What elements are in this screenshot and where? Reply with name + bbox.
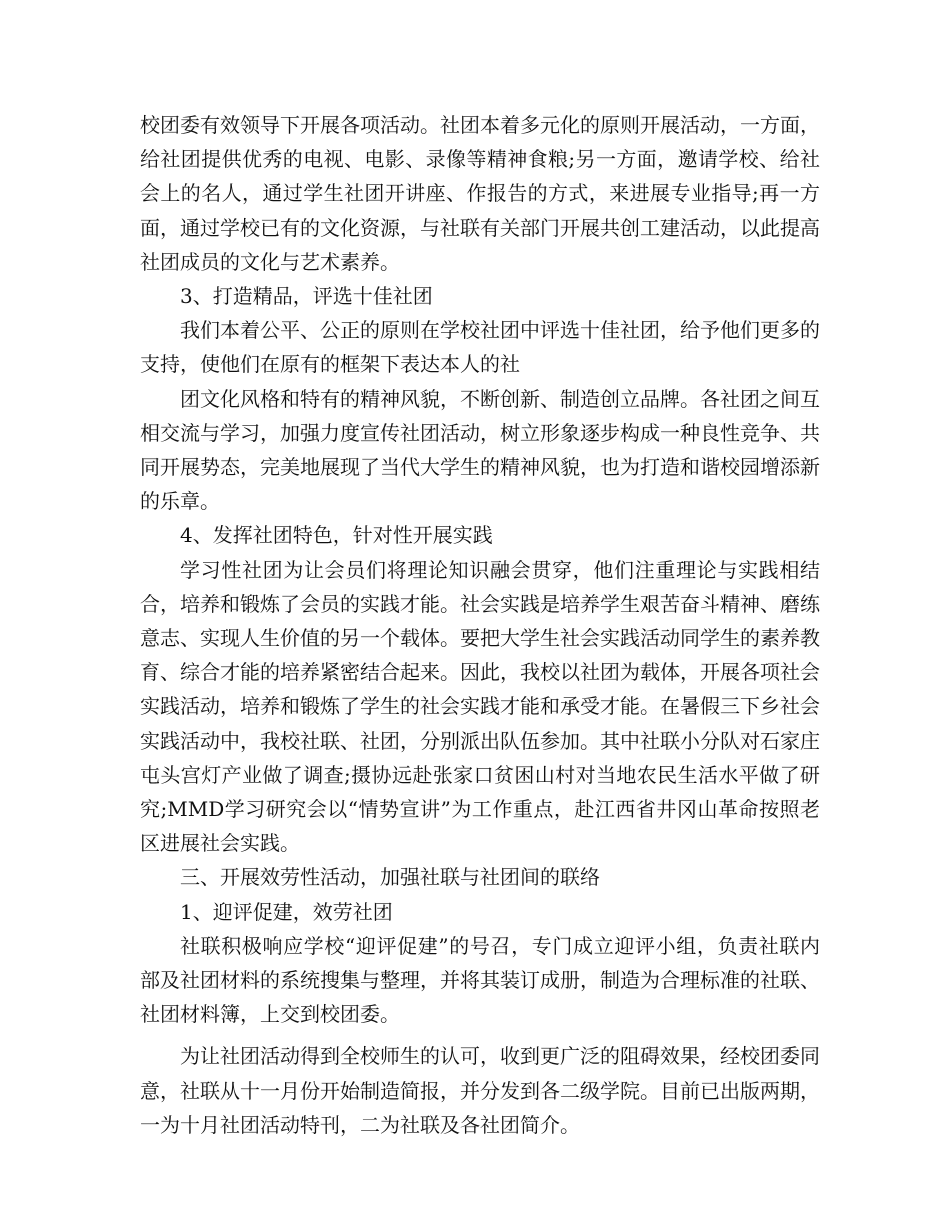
heading-section-three: 三、开展效劳性活动，加强社联与社团间的联络 (180, 865, 600, 890)
paragraph-evaluation-group: 社联积极响应学校“迎评促建”的号召，专门成立迎评小组，负责社联内部及社团材料的系统搜集与整理，并将其装订成册，制造为合理标准的社联、社团材料簿，上交到校团委。 (140, 933, 820, 1027)
paragraph-club-culture: 团文化风格和特有的精神风貌，不断创新、制造创立品牌。各社团之间互相交流与学习，加强力度宣传社团活动，树立形象逐步构成一种良性竞争、共同开展势态，完美地展现了当代大学生的精神风貌，也为打造和谐校园增添新的乐章。 (140, 386, 820, 514)
paragraph-fair-selection: 我们本着公平、公正的原则在学校社团中评选十佳社团，给予他们更多的支持，使他们在原有的框架下表达本人的社 (140, 318, 820, 377)
heading-club-practice: 4、发挥社团特色，针对性开展实践 (180, 523, 493, 548)
heading-evaluation-service: 1、迎评促建，效劳社团 (180, 899, 393, 924)
heading-top-ten-clubs: 3、打造精品，评选十佳社团 (180, 284, 433, 309)
paragraph-activities-intro: 校团委有效领导下开展各项活动。社团本着多元化的原则开展活动，一方面，给社团提供优秀的电视、电影、录像等精神食粮;另一方面，邀请学校、给社会上的名人，通过学生社团开讲座、作报告的方式，来进展专业指导;再一方面，通过学校已有的文化资源，与社联有关部门开展共创工建活动，以此提高社团成员的文化与艺术素养。 (140, 113, 820, 274)
paragraph-newsletter: 为让社团活动得到全校师生的认可，收到更广泛的阻碍效果，经校团委同意，社联从十一月份开始制造简报，并分发到各二级学院。目前已出版两期，一为十月社团活动特刊，二为社联及各社团简介。 (140, 1044, 820, 1137)
document-body (140, 108, 820, 1142)
paragraph-social-practice: 学习性社团为让会员们将理论知识融会贯穿，他们注重理论与实践相结合，培养和锻炼了会员的实践才能。社会实践是培养学生艰苦奋斗精神、磨练意志、实现人生价值的另一个载体。要把大学生社会实践活动同学生的素养教育、综合才能的培养紧密结合起来。因此，我校以社团为载体，开展各项社会实践活动，培养和锻炼了学生的社会实践才能和承受才能。在暑假三下乡社会实践活动中，我校社联、社团，分别派出队伍参加。其中社联小分队对石家庄屯头宫灯产业做了调查;摄协远赴张家口贫困山村对当地农民生活水平做了研究;MMD学习研究会以“情势宣讲”为工作重点，赴江西省井冈山革命按照老区进展社会实践。 (140, 557, 820, 856)
